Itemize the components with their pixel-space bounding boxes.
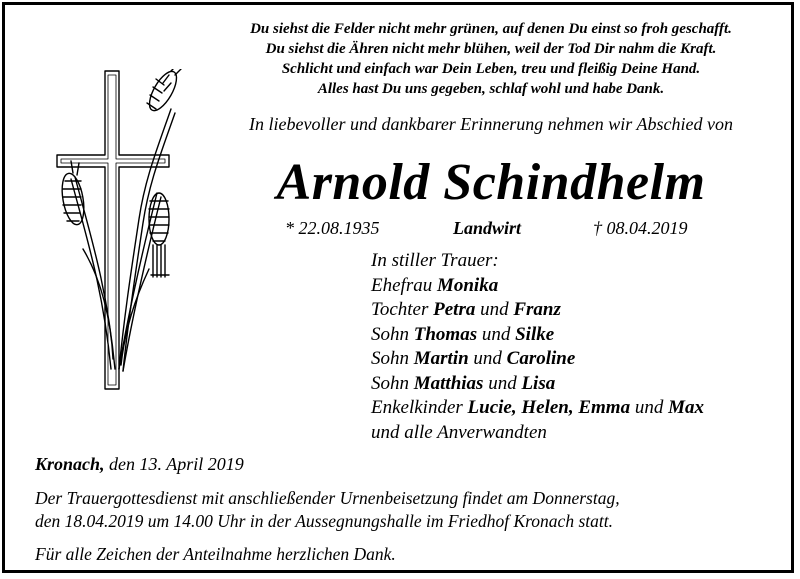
conjunction: und	[630, 397, 669, 418]
service-line: Der Trauergottesdienst mit anschließender Urnenbeisetzung findet am Donnerstag,	[35, 488, 620, 508]
poem-line: Alles hast Du uns gegeben, schlaf wohl und habe Dank.	[317, 81, 665, 97]
mourner-name: Martin	[413, 348, 469, 369]
place-date	[35, 453, 244, 475]
relation-label: Tochter	[371, 299, 434, 320]
mourner-name: Lucie, Helen, Emma	[467, 397, 631, 418]
mourner-line	[371, 298, 704, 323]
death-date: † 08.04.2019	[593, 218, 688, 238]
mourner-line	[371, 323, 704, 348]
place: Kronach,	[35, 454, 105, 474]
service-info	[35, 487, 620, 533]
deceased-name: Arnold Schindhelm	[276, 154, 706, 211]
relation-label: Enkelkinder	[371, 397, 468, 418]
mourner-name: Lisa	[521, 372, 556, 394]
mourner-name: Matthias	[413, 372, 484, 394]
mourners-closing: und alle Anverwandten	[371, 421, 547, 443]
poem-line: Du siehst die Ähren nicht mehr blühen, weil der Tod Dir nahm die Kraft.	[265, 41, 717, 57]
occupation: Landwirt	[453, 218, 522, 238]
mourner-name: Franz	[513, 299, 561, 320]
mourner-line	[371, 396, 704, 421]
mourners-heading: In stiller Trauer:	[371, 250, 499, 271]
conjunction: und	[483, 372, 522, 394]
obituary-notice	[2, 2, 794, 573]
thanks-text: Für alle Zeichen der Anteilnahme herzlichen Dank.	[35, 544, 396, 564]
date: den 13. April 2019	[104, 454, 244, 474]
relation-label: Sohn	[371, 348, 414, 369]
conjunction: und	[477, 323, 516, 345]
mourner-name: Caroline	[506, 348, 576, 369]
mourner-name: Monika	[436, 274, 499, 296]
poem-line: Schlicht und einfach war Dein Leben, treu und fleißig Deine Hand.	[281, 61, 701, 77]
conjunction: und	[468, 348, 507, 369]
relation-label: Ehefrau	[371, 274, 437, 296]
mourner-lines	[371, 274, 704, 421]
memorial-poem	[201, 19, 781, 99]
mourner-name: Silke	[515, 323, 555, 345]
mourner-line	[371, 274, 704, 299]
cross-with-wheat-icon	[53, 69, 183, 405]
mourner-line	[371, 372, 704, 397]
relation-label: Sohn	[371, 323, 414, 345]
mourner-line	[371, 347, 704, 372]
relation-label: Sohn	[371, 372, 414, 394]
mourner-name: Petra	[433, 299, 476, 320]
service-line: den 18.04.2019 um 14.00 Uhr in der Aussegnungshalle im Friedhof Kronach statt.	[35, 511, 613, 531]
birth-date: * 22.08.1935	[285, 218, 380, 238]
mourner-name: Thomas	[413, 323, 478, 345]
conjunction: und	[475, 299, 514, 320]
mourners-list	[371, 249, 704, 445]
intro-text: In liebevoller und dankbarer Erinnerung nehmen wir Abschied von	[249, 114, 733, 134]
poem-line: Du siehst die Felder nicht mehr grünen, auf denen Du einst so froh geschafft.	[250, 21, 732, 37]
mourner-name: Max	[668, 397, 704, 418]
